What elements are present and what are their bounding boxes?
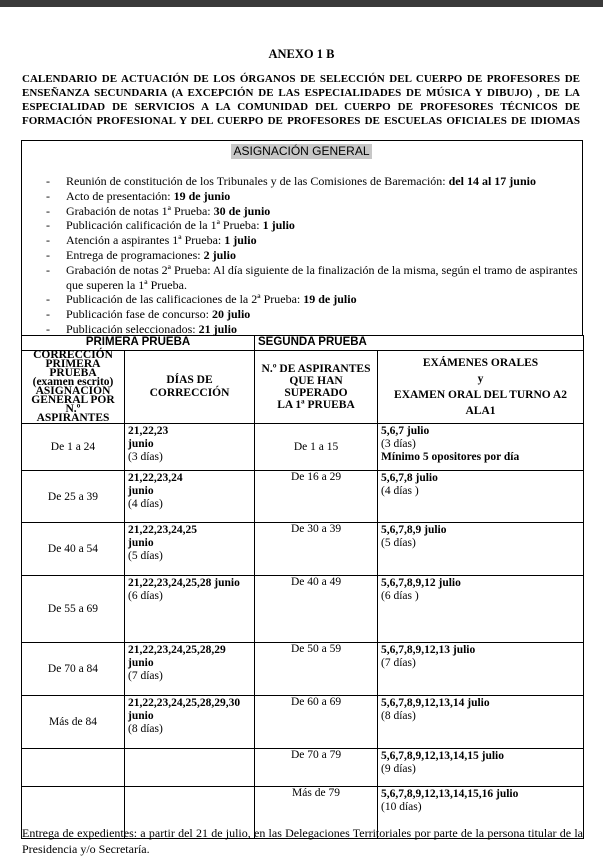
heading-line: ESPECIALIDAD DE SERVICIOS A LA COMUNIDAD DEL CUERPO DE PROFESORES TÉCNICOS DE [22,101,580,113]
list-item: - Publicación calificación de la 1ª Prueba: 1 julio [46,218,581,233]
section-title: ASIGNACIÓN GENERAL [233,144,370,158]
col-header-correction-days: DÍAS DE CORRECCIÓN [125,351,255,424]
col-header-oral-exams: EXÁMENES ORALES y EXAMEN ORAL DEL TURNO A2 ALA1 [378,351,584,424]
table-row: De 25 a 39 21,22,23,24 junio (4 días) De 16 a 29 5,6,7,8 julio (4 días ) [22,471,584,523]
table-row: De 70 a 79 5,6,7,8,9,12,13,14,15 julio (9 días) [22,749,584,787]
list-item: - Grabación de notas 2ª Prueba: Al día siguiente de la finalización de la misma, según el tramo de aspirantes que superen la 1ª Prueba. [46,263,581,293]
footer-note: Entrega de expedientes: a partir del 21 de julio, en las Delegaciones Territoriales por parte de la persona titular de la Presidencia y/o Secretaría. [22,826,583,856]
heading-line: CALENDARIO DE ACTUACIÓN DE LOS ÓRGANOS DE SELECCIÓN DEL CUERPO DE PROFESORES DE [22,73,580,85]
second-test-header: SEGUNDA PRUEBA [255,336,584,351]
list-item: - Reunión de constitución de los Tribunales y de las Comisiones de Baremación: del 14 al 17 junio [46,174,581,189]
schedule-list [46,174,581,337]
annex-title: ANEXO 1 B [268,47,335,61]
col-header-assignment: CORRECCIÓN PRIMERA PRUEBA (examen escrito) ASIGNACIÓN GENERAL POR N.º ASPIRANTES [22,351,125,424]
heading-line: ENSEÑANZA SECUNDARIA (A EXCEPCIÓN DE LAS ESPECIALIDADES DE MÚSICA Y DIBUJO) , DE LA [22,87,580,99]
heading-line: FORMACIÓN PROFESIONAL Y DEL CUERPO DE PROFESORES DE ESCUELAS OFICIALES DE IDIOMAS [22,115,580,127]
table-row: Más de 84 21,22,23,24,25,28,29,30 junio (8 días) De 60 a 69 5,6,7,8,9,12,13,14 julio (8 días) [22,696,584,749]
table-row: De 70 a 84 21,22,23,24,25,28,29 junio (7 días) De 50 a 59 5,6,7,8,9,12,13 julio (7 días) [22,643,584,696]
table-row: De 55 a 69 21,22,23,24,25,28 junio (6 días) De 40 a 49 5,6,7,8,9,12 julio (6 días ) [22,576,584,643]
table-row: De 40 a 54 21,22,23,24,25 junio (5 días) De 30 a 39 5,6,7,8,9 julio (5 días) [22,523,584,576]
list-item: - Acto de presentación: 19 de junio [46,189,581,204]
first-test-header: PRIMERA PRUEBA [22,336,255,351]
col-header-passed-count: N.º DE ASPIRANTES QUE HAN SUPERADO LA 1ª PRUEBA [255,351,378,424]
list-item: - Grabación de notas 1ª Prueba: 30 de junio [46,204,581,219]
list-item: - Publicación fase de concurso: 20 julio [46,307,581,322]
list-item: - Atención a aspirantes 1ª Prueba: 1 julio [46,233,581,248]
document-heading [22,72,580,128]
top-bar [0,0,603,7]
list-item: - Publicación seleccionados: 21 julio [46,322,581,337]
calendar-table [21,335,584,839]
table-row: Más de 79 5,6,7,8,9,12,13,14,15,16 julio (10 días) [22,787,584,839]
list-item: - Publicación de las calificaciones de la 2ª Prueba: 19 de julio [46,292,581,307]
list-item: - Entrega de programaciones: 2 julio [46,248,581,263]
table-row: De 1 a 24 21,22,23 junio (3 días) De 1 a 15 5,6,7 julio (3 días) Mínimo 5 opositores por día [22,424,584,471]
